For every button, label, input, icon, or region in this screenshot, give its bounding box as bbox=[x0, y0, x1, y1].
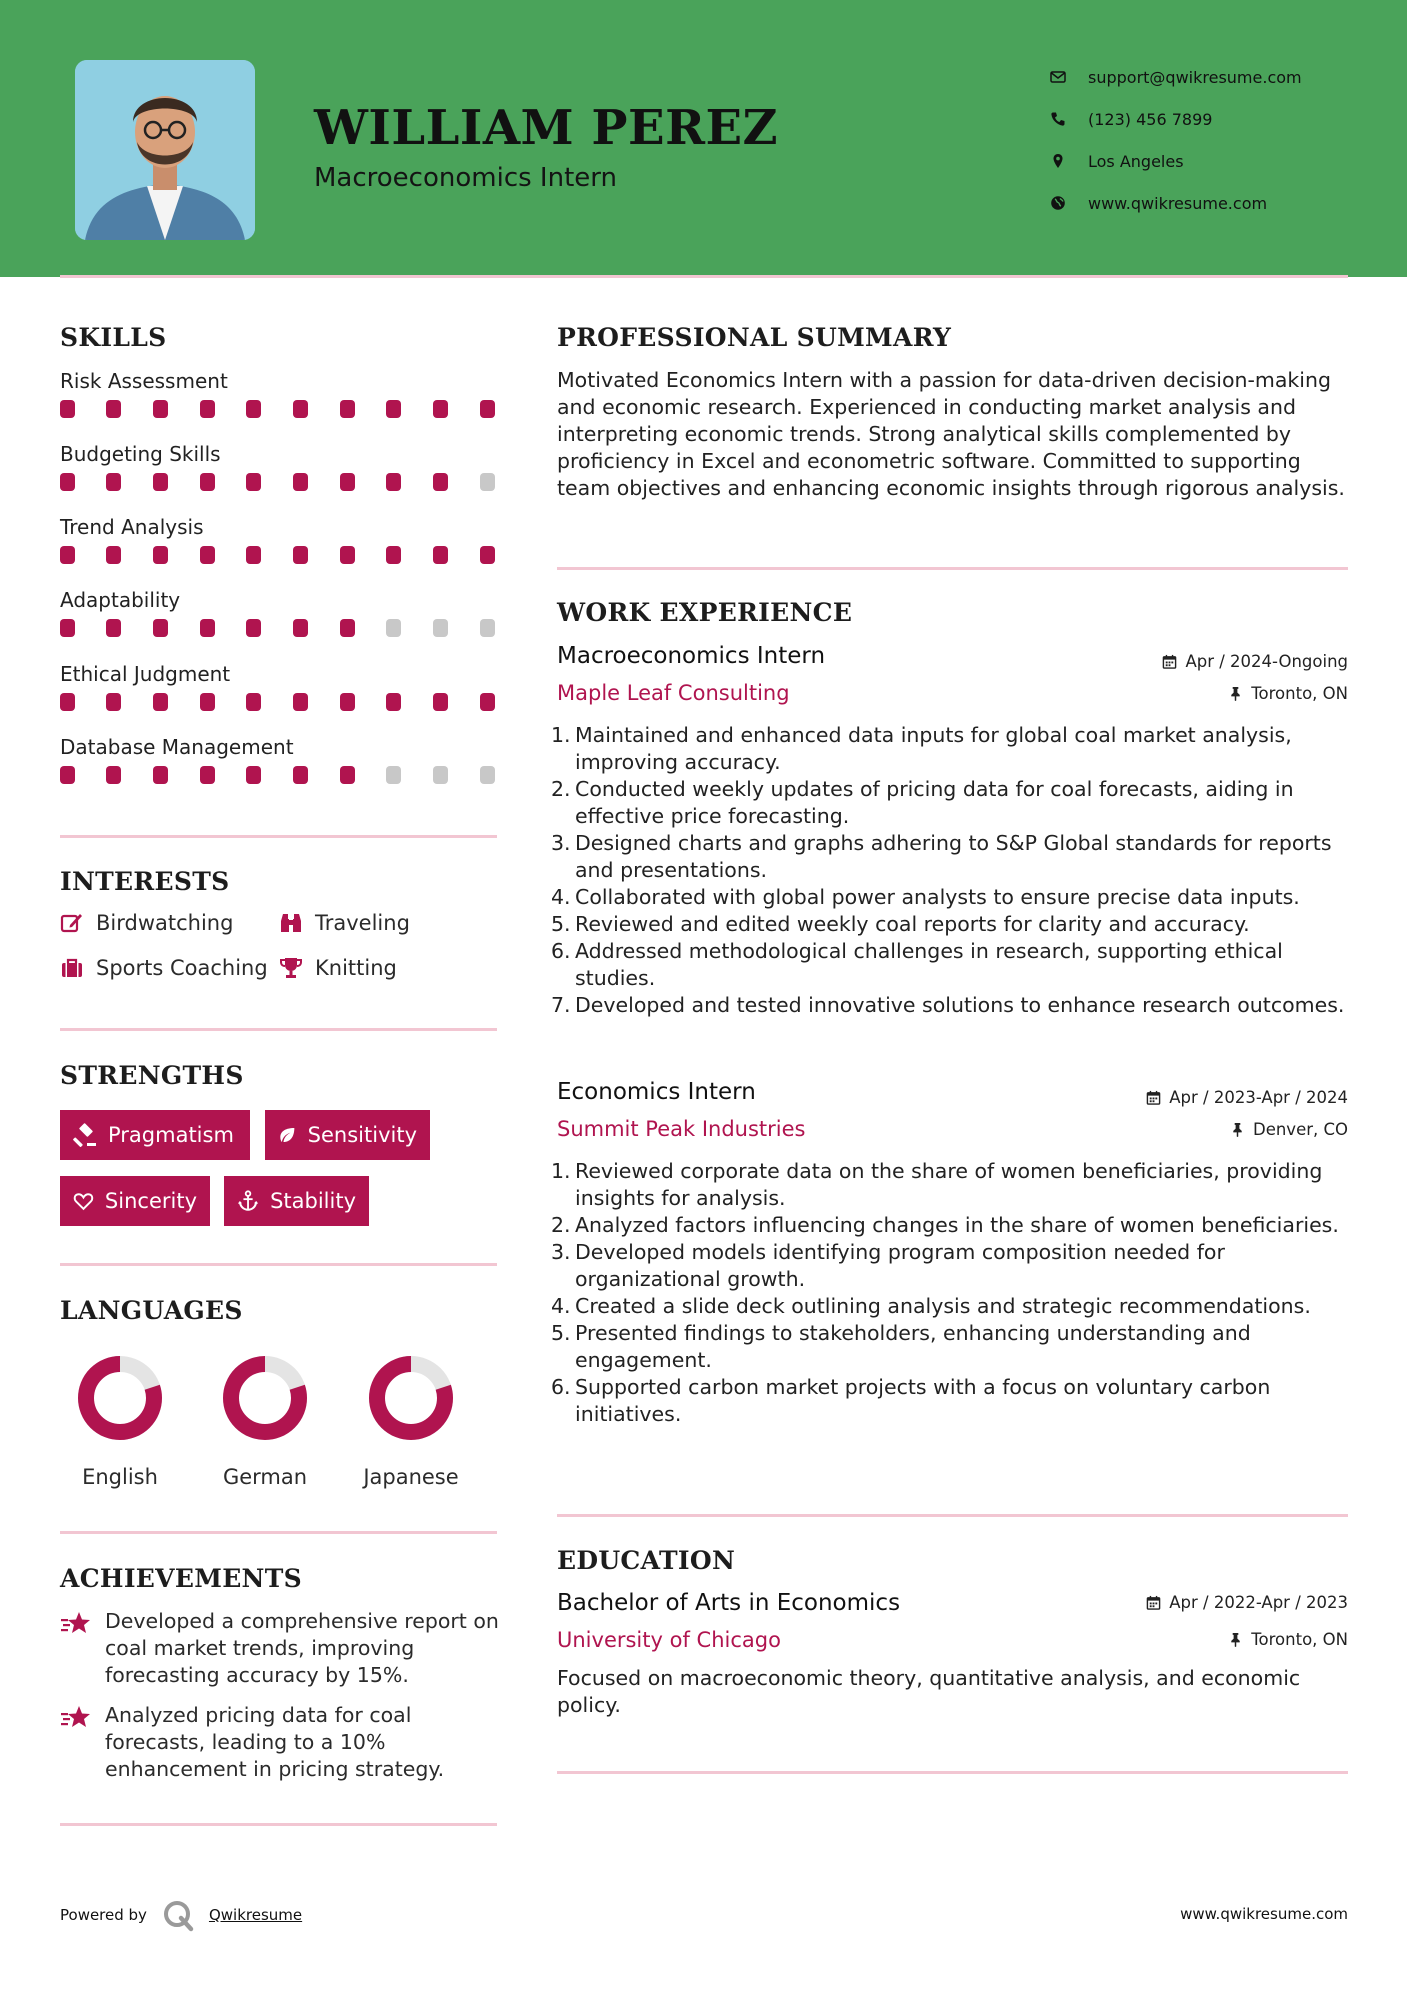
skill-dot-filled bbox=[246, 546, 261, 564]
powered-by-label: Powered by bbox=[60, 1906, 147, 1924]
candidate-name: WILLIAM PEREZ bbox=[314, 100, 779, 156]
interest-label: Knitting bbox=[315, 956, 397, 980]
skill-dot-filled bbox=[153, 400, 168, 418]
skill-dot-filled bbox=[340, 693, 355, 711]
skill-dot-filled bbox=[386, 473, 401, 491]
skill-dot-filled bbox=[293, 473, 308, 491]
skill-dot-filled bbox=[106, 400, 121, 418]
interest-item bbox=[279, 956, 397, 980]
section-divider bbox=[60, 835, 497, 838]
strengths-title: STRENGTHS bbox=[60, 1061, 244, 1090]
bullet-text: Addressed methodological challenges in research, supporting ethical studies. bbox=[575, 939, 1283, 990]
section-divider bbox=[60, 1028, 497, 1031]
skill-rating bbox=[60, 546, 500, 566]
list-item: 1. Reviewed corporate data on the share of women beneficiaries, providing insights for analysis. bbox=[551, 1159, 1323, 1210]
skill-dot-filled bbox=[60, 693, 75, 711]
skill-item bbox=[60, 661, 500, 713]
skill-label: Risk Assessment bbox=[60, 369, 228, 393]
skill-rating bbox=[60, 400, 500, 420]
skill-dot-filled bbox=[480, 546, 495, 564]
skill-dot-empty bbox=[433, 619, 448, 637]
job-company: Maple Leaf Consulting bbox=[557, 681, 790, 705]
interest-label: Sports Coaching bbox=[96, 956, 268, 980]
interest-item bbox=[60, 956, 268, 980]
contact-location-text: Los Angeles bbox=[1088, 151, 1184, 171]
strength-badge bbox=[60, 1110, 250, 1160]
skill-dot-filled bbox=[200, 619, 215, 637]
contact-phone-text: (123) 456 7899 bbox=[1088, 109, 1213, 129]
skill-dot-filled bbox=[60, 473, 75, 491]
skill-dot-filled bbox=[200, 766, 215, 784]
header-divider bbox=[60, 275, 1348, 278]
star-icon bbox=[60, 1610, 92, 1636]
interest-label: Traveling bbox=[315, 911, 410, 935]
trophy-icon bbox=[279, 956, 303, 980]
skill-dot-filled bbox=[106, 693, 121, 711]
skill-dot-empty bbox=[480, 619, 495, 637]
skill-dot-filled bbox=[246, 400, 261, 418]
envelope-icon bbox=[1050, 67, 1088, 87]
list-item: 2. Analyzed factors influencing changes in the share of women beneficiaries. bbox=[551, 1213, 1339, 1237]
map-marker-icon bbox=[1050, 151, 1088, 171]
section-divider bbox=[60, 1263, 497, 1266]
leaf-icon bbox=[278, 1123, 297, 1147]
list-item: 3. Developed models identifying program composition needed for organizational growth. bbox=[551, 1240, 1225, 1291]
list-item: 5. Presented findings to stakeholders, enhancing understanding and engagement. bbox=[551, 1321, 1251, 1372]
interest-item bbox=[279, 911, 410, 935]
skill-dot-filled bbox=[386, 693, 401, 711]
heart-icon bbox=[73, 1189, 94, 1213]
list-item: 2. Conducted weekly updates of pricing data for coal forecasts, aiding in effective price forecasting. bbox=[551, 777, 1294, 828]
skill-dot-filled bbox=[153, 473, 168, 491]
skill-label: Trend Analysis bbox=[60, 515, 204, 539]
skill-dot-filled bbox=[153, 693, 168, 711]
skill-dot-filled bbox=[106, 473, 121, 491]
job-dates-text: Apr / 2023-Apr / 2024 bbox=[1169, 1088, 1348, 1107]
skill-dot-filled bbox=[153, 766, 168, 784]
bullet-text: Created a slide deck outlining analysis and strategic recommendations. bbox=[575, 1294, 1311, 1318]
education-location bbox=[1228, 1630, 1348, 1649]
anchor-icon bbox=[237, 1189, 259, 1213]
skill-dot-filled bbox=[106, 766, 121, 784]
education-dates-text: Apr / 2022-Apr / 2023 bbox=[1169, 1593, 1348, 1612]
job-location bbox=[1228, 684, 1348, 703]
skill-rating bbox=[60, 766, 500, 786]
summary-text: Motivated Economics Intern with a passion for data-driven decision-making and economic research. Experienced in conducting market analysis and interpreting economic trends. Strong analytical skills complemented by proficiency in Excel and econometric software. Committed to supporting team objectives and enhancing economic insights through rigorous analysis. bbox=[557, 368, 1345, 500]
strength-badge bbox=[224, 1176, 369, 1226]
list-item: 4. Collaborated with global power analysts to ensure precise data inputs. bbox=[551, 885, 1300, 909]
job-title: Macroeconomics Intern bbox=[557, 643, 826, 669]
skill-dot-filled bbox=[246, 693, 261, 711]
skill-dot-filled bbox=[433, 693, 448, 711]
interests-title: INTERESTS bbox=[60, 867, 230, 896]
contact-email-text: support@qwikresume.com bbox=[1088, 67, 1302, 87]
calendar-icon bbox=[1146, 1090, 1161, 1105]
job-dates bbox=[1162, 652, 1348, 671]
section-divider bbox=[557, 1771, 1348, 1774]
education-dates bbox=[1146, 1593, 1348, 1612]
summary-title: PROFESSIONAL SUMMARY bbox=[557, 323, 952, 352]
bullet-text: Collaborated with global power analysts to ensure precise data inputs. bbox=[575, 885, 1300, 909]
contact-phone[interactable] bbox=[1050, 98, 1302, 140]
skill-dot-filled bbox=[293, 546, 308, 564]
skill-dot-empty bbox=[386, 619, 401, 637]
list-item: 6. Addressed methodological challenges in research, supporting ethical studies. bbox=[551, 939, 1283, 990]
briefcase-icon bbox=[60, 956, 84, 980]
education-description: Focused on macroeconomic theory, quantitative analysis, and economic policy. bbox=[557, 1666, 1301, 1717]
skill-label: Database Management bbox=[60, 735, 294, 759]
skill-dot-filled bbox=[246, 473, 261, 491]
languages-title: LANGUAGES bbox=[60, 1296, 243, 1325]
skill-dot-filled bbox=[340, 400, 355, 418]
achievements-title: ACHIEVEMENTS bbox=[60, 1564, 302, 1593]
skill-rating bbox=[60, 693, 500, 713]
calendar-icon bbox=[1146, 1595, 1161, 1610]
strength-badge bbox=[60, 1176, 210, 1226]
skill-dot-filled bbox=[293, 766, 308, 784]
achievement-text: Analyzed pricing data for coal forecasts, leading to a 10% enhancement in pricing strategy. bbox=[105, 1703, 445, 1781]
skill-dot-filled bbox=[386, 546, 401, 564]
strength-badge bbox=[265, 1110, 430, 1160]
language-proficiency-ring bbox=[220, 1353, 310, 1443]
qwikresume-logo-icon bbox=[161, 1898, 195, 1932]
skill-dot-filled bbox=[246, 619, 261, 637]
strength-label: Stability bbox=[270, 1189, 356, 1213]
edit-icon bbox=[60, 911, 84, 935]
skill-dot-filled bbox=[433, 473, 448, 491]
skill-dot-empty bbox=[480, 766, 495, 784]
skill-dot-empty bbox=[386, 766, 401, 784]
list-item: 4. Created a slide deck outlining analysis and strategic recommendations. bbox=[551, 1294, 1311, 1318]
education-degree: Bachelor of Arts in Economics bbox=[557, 1590, 901, 1616]
job-location-text: Toronto, ON bbox=[1251, 684, 1348, 703]
contact-location bbox=[1050, 140, 1302, 182]
skill-dot-filled bbox=[200, 546, 215, 564]
job-dates-text: Apr / 2024-Ongoing bbox=[1185, 652, 1348, 671]
bullet-text: Presented findings to stakeholders, enhancing understanding and engagement. bbox=[575, 1321, 1251, 1372]
section-divider bbox=[557, 1514, 1348, 1517]
section-divider bbox=[60, 1823, 497, 1826]
pin-icon bbox=[1228, 1632, 1243, 1647]
language-item bbox=[351, 1353, 471, 1489]
skill-dot-filled bbox=[480, 693, 495, 711]
contact-email[interactable] bbox=[1050, 56, 1302, 98]
skill-dot-filled bbox=[340, 766, 355, 784]
job-company: Summit Peak Industries bbox=[557, 1117, 806, 1141]
phone-icon bbox=[1050, 109, 1088, 129]
language-label: English bbox=[82, 1465, 158, 1489]
contact-website[interactable] bbox=[1050, 182, 1302, 224]
skill-dot-filled bbox=[200, 400, 215, 418]
candidate-role: Macroeconomics Intern bbox=[314, 163, 617, 193]
language-label: German bbox=[222, 1465, 308, 1489]
pin-icon bbox=[1228, 686, 1243, 701]
skill-dot-empty bbox=[480, 473, 495, 491]
header-banner bbox=[0, 0, 1407, 277]
skill-dot-empty bbox=[433, 766, 448, 784]
skill-dot-filled bbox=[433, 546, 448, 564]
skill-dot-filled bbox=[293, 693, 308, 711]
bullet-text: Supported carbon market projects with a focus on voluntary carbon initiatives. bbox=[575, 1375, 1271, 1426]
language-label: Japanese bbox=[363, 1465, 459, 1489]
bullet-text: Maintained and enhanced data inputs for global coal market analysis, improving accuracy. bbox=[575, 723, 1292, 774]
skill-item bbox=[60, 587, 500, 639]
globe-icon bbox=[1050, 193, 1088, 213]
skill-dot-filled bbox=[60, 619, 75, 637]
skill-label: Budgeting Skills bbox=[60, 442, 221, 466]
language-proficiency-ring bbox=[366, 1353, 456, 1443]
skill-rating bbox=[60, 473, 500, 493]
skill-dot-filled bbox=[386, 400, 401, 418]
skill-dot-filled bbox=[60, 400, 75, 418]
list-item: 7. Developed and tested innovative solutions to enhance research outcomes. bbox=[551, 993, 1345, 1017]
skill-dot-filled bbox=[340, 473, 355, 491]
job-title: Economics Intern bbox=[557, 1079, 756, 1105]
skill-label: Adaptability bbox=[60, 588, 181, 612]
skill-dot-filled bbox=[153, 546, 168, 564]
interest-item bbox=[60, 911, 233, 935]
section-divider bbox=[557, 567, 1348, 570]
star-icon bbox=[60, 1704, 92, 1730]
education-school: University of Chicago bbox=[557, 1628, 781, 1652]
contact-website-text: www.qwikresume.com bbox=[1088, 193, 1268, 213]
skill-dot-filled bbox=[200, 693, 215, 711]
skill-item bbox=[60, 734, 500, 786]
job-bullets bbox=[551, 722, 1357, 1019]
skill-dot-filled bbox=[246, 766, 261, 784]
skill-dot-filled bbox=[60, 546, 75, 564]
strength-label: Sincerity bbox=[104, 1189, 197, 1213]
binoculars-icon bbox=[279, 911, 303, 935]
skill-dot-filled bbox=[60, 766, 75, 784]
pin-icon bbox=[1230, 1122, 1245, 1137]
skill-dot-filled bbox=[106, 546, 121, 564]
list-item: 1. Maintained and enhanced data inputs for global coal market analysis, improving accuracy. bbox=[551, 723, 1292, 774]
experience-title: WORK EXPERIENCE bbox=[557, 598, 853, 627]
skill-dot-filled bbox=[293, 619, 308, 637]
achievement-item bbox=[60, 1702, 500, 1783]
profile-photo bbox=[75, 60, 255, 240]
strength-label: Sensitivity bbox=[307, 1123, 417, 1147]
gavel-icon bbox=[73, 1123, 97, 1147]
list-item: 6. Supported carbon market projects with a focus on voluntary carbon initiatives. bbox=[551, 1375, 1271, 1426]
calendar-icon bbox=[1162, 654, 1177, 669]
footer-powered-by bbox=[60, 1898, 302, 1932]
list-item: 5. Reviewed and edited weekly coal reports for clarity and accuracy. bbox=[551, 912, 1250, 936]
skill-dot-filled bbox=[153, 619, 168, 637]
skill-rating bbox=[60, 619, 500, 639]
footer-url[interactable]: www.qwikresume.com bbox=[1180, 1905, 1348, 1923]
skill-item bbox=[60, 514, 500, 566]
skill-dot-filled bbox=[480, 400, 495, 418]
language-item bbox=[60, 1353, 180, 1489]
skill-dot-filled bbox=[106, 619, 121, 637]
bullet-text: Reviewed and edited weekly coal reports for clarity and accuracy. bbox=[575, 912, 1250, 936]
skill-dot-filled bbox=[293, 400, 308, 418]
achievement-item bbox=[60, 1608, 500, 1689]
skill-dot-filled bbox=[200, 473, 215, 491]
language-item bbox=[205, 1353, 325, 1489]
skills-title: SKILLS bbox=[60, 323, 167, 352]
bullet-text: Analyzed factors influencing changes in the share of women beneficiaries. bbox=[575, 1213, 1339, 1237]
bullet-text: Developed and tested innovative solutions to enhance research outcomes. bbox=[575, 993, 1345, 1017]
job-location bbox=[1230, 1120, 1348, 1139]
skill-item bbox=[60, 441, 500, 493]
bullet-text: Conducted weekly updates of pricing data for coal forecasts, aiding in effective price forecasting. bbox=[575, 777, 1294, 828]
list-item: 3. Designed charts and graphs adhering to S&P Global standards for reports and presentations. bbox=[551, 831, 1332, 882]
skill-dot-filled bbox=[433, 400, 448, 418]
skill-label: Ethical Judgment bbox=[60, 662, 231, 686]
section-divider bbox=[60, 1531, 497, 1534]
job-location-text: Denver, CO bbox=[1252, 1120, 1348, 1139]
qwikresume-link[interactable]: Qwikresume bbox=[208, 1906, 303, 1924]
skill-item bbox=[60, 368, 500, 420]
interest-label: Birdwatching bbox=[96, 911, 234, 935]
strength-label: Pragmatism bbox=[108, 1123, 234, 1147]
education-title: EDUCATION bbox=[557, 1546, 736, 1575]
job-bullets bbox=[551, 1158, 1357, 1428]
bullet-text: Developed models identifying program composition needed for organizational growth. bbox=[575, 1240, 1225, 1291]
bullet-text: Reviewed corporate data on the share of women beneficiaries, providing insights for analysis. bbox=[575, 1159, 1323, 1210]
job-dates bbox=[1146, 1088, 1348, 1107]
achievement-text: Developed a comprehensive report on coal market trends, improving forecasting accuracy by 15%. bbox=[105, 1609, 499, 1687]
skill-dot-filled bbox=[340, 546, 355, 564]
language-proficiency-ring bbox=[75, 1353, 165, 1443]
education-location-text: Toronto, ON bbox=[1251, 1630, 1348, 1649]
skill-dot-filled bbox=[340, 619, 355, 637]
contact-list bbox=[1050, 56, 1302, 224]
bullet-text: Designed charts and graphs adhering to S&P Global standards for reports and presentations. bbox=[575, 831, 1332, 882]
